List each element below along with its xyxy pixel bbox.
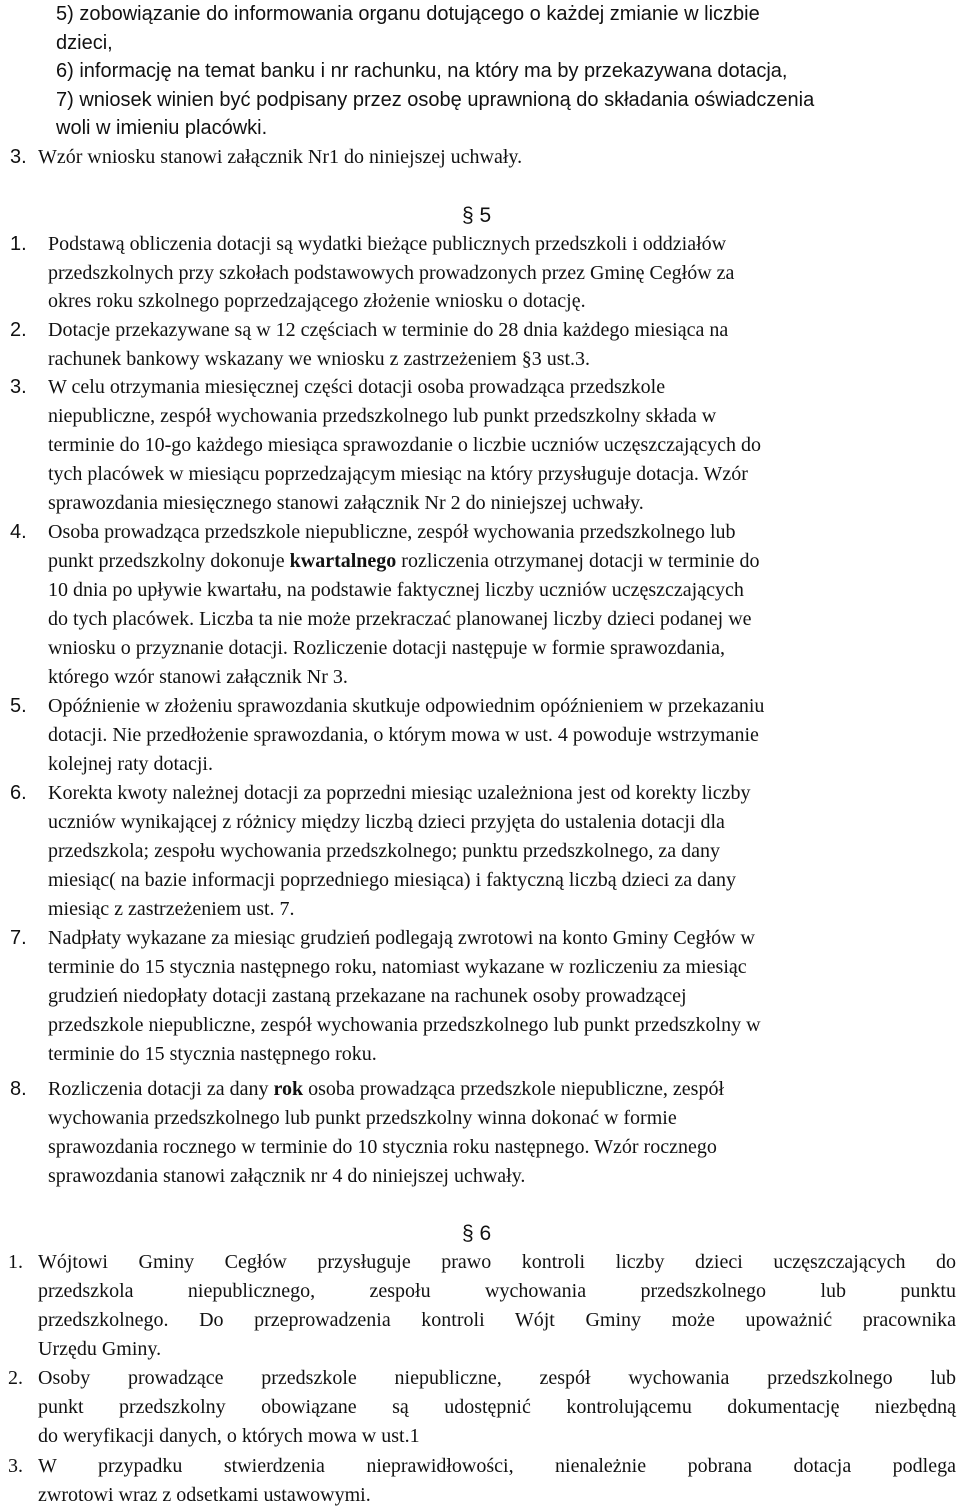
paragraph-number: 4.: [10, 521, 27, 543]
list-item-7: 7) wniosek winien być podpisany przez osobę uprawnioną do składania oświadczenia: [56, 89, 815, 111]
section-heading-6: § 6: [462, 1222, 492, 1245]
paragraph-line: [48, 547, 759, 576]
paragraph-line: terminie do 15 stycznia następnego roku.: [48, 1043, 377, 1065]
paragraph-line: terminie do 10-go każdego miesiąca sprawozdanie o liczbie uczniów uczęszczających do: [48, 434, 762, 456]
paragraph-line: sprawozdania stanowi załącznik nr 4 do niniejszej uchwały.: [48, 1165, 526, 1187]
paragraph-line: do tych placówek. Liczba ta nie może przekraczać planowanej liczby dzieci podanej we: [48, 608, 752, 630]
paragraph-line: Nadpłaty wykazane za miesiąc grudzień podlegają zwrotowi na konto Gminy Cegłów w: [48, 927, 756, 949]
paragraph-number: 3.: [8, 1455, 23, 1477]
list-item-6: 6) informację na temat banku i nr rachunku, na który ma by przekazywana dotacja,: [56, 60, 788, 82]
paragraph-line: miesiąc( na bazie informacji poprzedniego miesiąca) i faktyczną liczbą dzieci za dany: [48, 869, 736, 891]
paragraph-number: 5.: [10, 695, 27, 717]
paragraph-line: grudzień niedopłaty dotacji zastaną przekazane na rachunek osoby prowadzącej: [48, 985, 687, 1007]
paragraph-line: przedszkolnych przy szkołach podstawowych prowadzonych przez Gminę Cegłów za: [48, 262, 735, 284]
paragraph-line: sprawozdania miesięcznego stanowi załącznik Nr 2 do niniejszej uchwały.: [48, 492, 644, 514]
paragraph-number: 6.: [10, 782, 27, 804]
paragraph-number: 7.: [10, 927, 27, 949]
paragraph-line: Korekta kwoty należnej dotacji za poprzedni miesiąc uzależniona jest od korekty liczby: [48, 782, 751, 804]
paragraph-line: Osoby prowadzące przedszkole niepubliczne, zespół wychowania przedszkolnego lub: [38, 1367, 956, 1389]
paragraph-number: 8.: [10, 1078, 27, 1100]
paragraph-line: kolejnej raty dotacji.: [48, 753, 213, 775]
paragraph-line: W przypadku stwierdzenia nieprawidłowości, nienależnie pobrana dotacja podlega: [38, 1455, 956, 1477]
paragraph-line: rachunek bankowy wskazany we wniosku z zastrzeżeniem §3 ust.3.: [48, 348, 591, 370]
paragraph-line: przedszkola; zespołu wychowania przedszkolnego; punktu przedszkolnego, za dany: [48, 840, 720, 862]
paragraph-line: miesiąc z zastrzeżeniem ust. 7.: [48, 898, 295, 920]
paragraph-number: 3.: [10, 146, 27, 168]
paragraph-number: 2.: [8, 1367, 23, 1389]
paragraph-line: wychowania przedszkolnego lub punkt przedszkolny winna dokonać w formie: [48, 1107, 677, 1129]
text-run: punkt przedszkolny dokonuje: [48, 550, 290, 572]
paragraph-number: 1.: [8, 1251, 23, 1273]
paragraph-line: niepubliczne, zespół wychowania przedszkolnego lub punkt przedszkolny składa w: [48, 405, 717, 427]
text-run: Rozliczenia dotacji za dany: [48, 1078, 274, 1100]
section-heading-5: § 5: [462, 204, 492, 227]
paragraph-line: Podstawą obliczenia dotacji są wydatki bieżące publicznych przedszkoli i oddziałów: [48, 233, 727, 255]
paragraph-line: uczniów wynikającej z różnicy między liczbą dzieci przyjęta do ustalenia dotacji dla: [48, 811, 725, 833]
paragraph-line: W celu otrzymania miesięcznej części dotacji osoba prowadząca przedszkole: [48, 376, 666, 398]
paragraph-line: Opóźnienie w złożeniu sprawozdania skutkuje odpowiednim opóźnieniem w przekazaniu: [48, 695, 765, 717]
paragraph-line: wniosku o przyznanie dotacji. Rozliczenie dotacji następuje w formie sprawozdania,: [48, 637, 725, 659]
paragraph-line: Dotacje przekazywane są w 12 częściach w terminie do 28 dnia każdego miesiąca na: [48, 319, 729, 341]
paragraph-line: przedszkolnego. Do przeprowadzenia kontroli Wójt Gminy może upoważnić pracownika: [38, 1309, 956, 1331]
paragraph-line: punkt przedszkolny obowiązane są udostępnić kontrolującemu dokumentację niezbędną: [38, 1396, 956, 1418]
paragraph-line: do weryfikacji danych, o których mowa w ust.1: [38, 1425, 420, 1447]
paragraph-line: [48, 1075, 724, 1104]
paragraph-line: którego wzór stanowi załącznik Nr 3.: [48, 666, 348, 688]
bold-term: rok: [273, 1078, 304, 1100]
text-run: rozliczenia otrzymanej dotacji w terminie do: [396, 550, 760, 572]
paragraph-line: terminie do 15 stycznia następnego roku, natomiast wykazane w rozliczeniu za miesiąc: [48, 956, 747, 978]
paragraph-text: Wzór wniosku stanowi załącznik Nr1 do niniejszej uchwały.: [38, 146, 523, 168]
paragraph-number: 3.: [10, 376, 27, 398]
paragraph-line: Wójtowi Gminy Cegłów przysługuje prawo kontroli liczby dzieci uczęszczających do: [38, 1251, 956, 1273]
paragraph-number: 2.: [10, 319, 27, 341]
paragraph-line: sprawozdania rocznego w terminie do 10 stycznia roku następnego. Wzór rocznego: [48, 1136, 717, 1158]
paragraph-line: dotacji. Nie przedłożenie sprawozdania, o którym mowa w ust. 4 powoduje wstrzymanie: [48, 724, 759, 746]
paragraph-line: 10 dnia po upływie kwartału, na podstawie faktycznej liczby uczniów uczęszczających: [48, 579, 744, 601]
list-item-7-continuation: woli w imieniu placówki.: [56, 117, 268, 139]
list-item-5-continuation: dzieci,: [56, 32, 113, 54]
paragraph-line: przedszkole niepubliczne, zespół wychowania przedszkolnego lub punkt przedszkolny w: [48, 1014, 761, 1036]
paragraph-line: okres roku szkolnego poprzedzającego złożenie wniosku o dotację.: [48, 290, 586, 312]
paragraph-line: przedszkola niepublicznego, zespołu wychowania przedszkolnego lub punktu: [38, 1280, 956, 1302]
text-run: osoba prowadząca przedszkole niepubliczne, zespół: [303, 1078, 725, 1100]
bold-term: kwartalnego: [289, 550, 397, 572]
list-item-5: 5) zobowiązanie do informowania organu dotującego o każdej zmianie w liczbie: [56, 3, 760, 25]
paragraph-number: 1.: [10, 233, 27, 255]
paragraph-line: Osoba prowadząca przedszkole niepubliczne, zespół wychowania przedszkolnego lub: [48, 521, 736, 543]
paragraph-line: tych placówek w miesiącu poprzedzającym miesiąc na który przysługuje dotacja. Wzór: [48, 463, 748, 485]
paragraph-line: Urzędu Gminy.: [38, 1338, 162, 1360]
paragraph-line: zwrotowi wraz z odsetkami ustawowymi.: [38, 1484, 371, 1506]
